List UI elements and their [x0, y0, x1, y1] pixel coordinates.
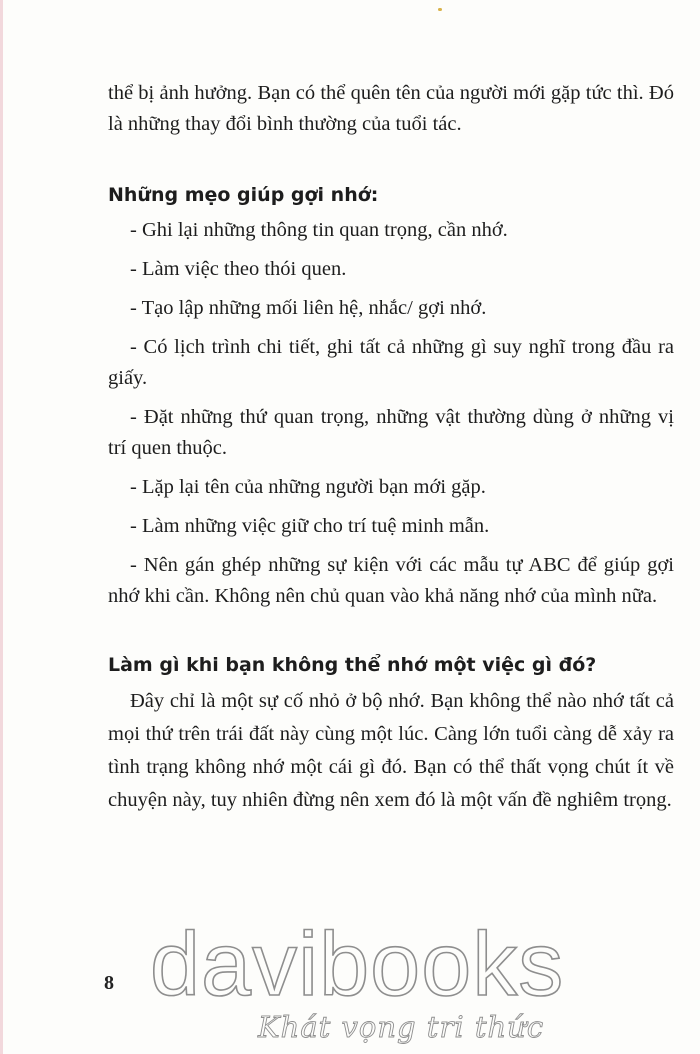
page-edge-decoration — [0, 0, 3, 1054]
section-paragraph: Đây chỉ là một sự cố nhỏ ở bộ nhớ. Bạn không thể nào nhớ tất cả mọi thứ trên trái đất này cùng một lúc. Càng lớn tuổi càng dễ xảy ra tình trạng không nhớ một cái gì đó. Bạn có thể thất vọng chút ít về chuyện này, tuy nhiên đừng nên xem đó là một vấn đề nghiêm trọng. — [108, 690, 674, 811]
list-item: - Ghi lại những thông tin quan trọng, cần nhớ. — [130, 219, 508, 241]
watermark-logo: davibooks — [150, 915, 565, 1015]
watermark-tagline: Khát vọng tri thức — [258, 1010, 545, 1044]
section-heading-memory-tips: Những mẹo giúp gợi nhớ: — [108, 184, 379, 206]
section-heading-cannot-remember: Làm gì khi bạn không thể nhớ một việc gì đó? — [108, 654, 597, 676]
list-item: - Đặt những thứ quan trọng, những vật thường dùng ở những vị trí quen thuộc. — [108, 406, 674, 459]
memory-tips-list — [108, 215, 674, 612]
list-item: - Lặp lại tên của những người bạn mới gặp. — [130, 476, 486, 498]
page-content — [108, 78, 674, 817]
list-item: - Làm những việc giữ cho trí tuệ minh mẫn. — [130, 515, 490, 537]
list-item: - Có lịch trình chi tiết, ghi tất cả những gì suy nghĩ trong đầu ra giấy. — [108, 336, 674, 389]
list-item: - Làm việc theo thói quen. — [130, 258, 347, 280]
intro-paragraph: thể bị ảnh hưởng. Bạn có thể quên tên của người mới gặp tức thì. Đó là những thay đổi bình thường của tuổi tác. — [108, 82, 674, 135]
list-item: - Nên gán ghép những sự kiện với các mẫu tự ABC để giúp gợi nhớ khi cần. Không nên chủ quan vào khả năng nhớ của mình nữa. — [108, 554, 674, 607]
page-number: 8 — [104, 972, 114, 994]
print-speck — [438, 8, 442, 11]
list-item: - Tạo lập những mối liên hệ, nhắc/ gợi nhớ. — [130, 297, 487, 319]
